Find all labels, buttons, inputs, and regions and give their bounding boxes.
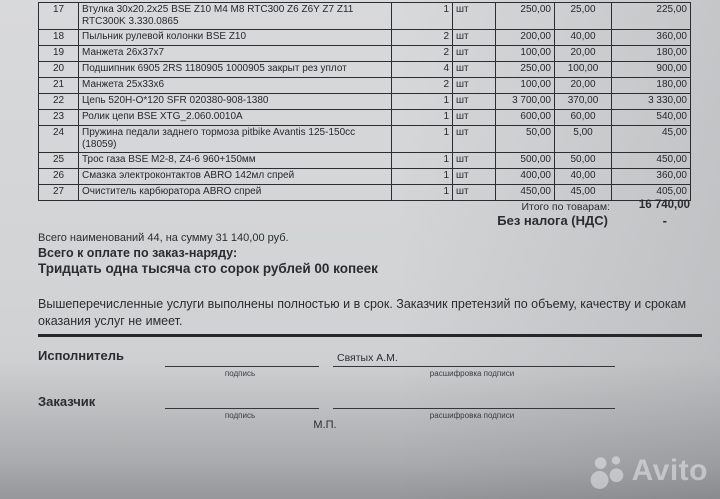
transcript-caption: расшифровка подписи <box>429 369 515 378</box>
cell-qty: 1 <box>392 169 453 185</box>
cell-sum: 540,00 <box>612 110 691 126</box>
cell-name: Пружина педали заднего тормоза pitbike Avantis 125-150cc (18059) <box>79 126 392 153</box>
cell-sum: 360,00 <box>612 169 691 185</box>
cell-discount: 20,00 <box>555 78 612 94</box>
cell-name: Манжета 26х37х7 <box>79 46 392 62</box>
cell-num: 22 <box>39 94 79 110</box>
cell-sum: 900,00 <box>612 62 691 78</box>
separator-line <box>38 334 702 337</box>
executor-signature-line <box>165 351 319 367</box>
cell-sum: 3 330,00 <box>612 94 691 110</box>
cell-discount: 5,00 <box>555 126 612 153</box>
cell-qty: 1 <box>392 110 453 126</box>
cell-qty: 1 <box>392 126 453 153</box>
executor-label: Исполнитель <box>38 348 124 363</box>
cell-name: Смазка электроконтактов ABRO 142мл спрей <box>79 169 392 185</box>
table-row <box>39 153 691 169</box>
items-count-line: Всего наименований 44, на сумму 31 140,00 руб. <box>38 232 289 244</box>
cell-discount: 370,00 <box>555 94 612 110</box>
cell-num: 18 <box>39 30 79 46</box>
table-row <box>39 3 691 30</box>
cell-price: 250,00 <box>496 3 555 30</box>
cell-name: Манжета 25х33х6 <box>79 78 392 94</box>
cell-unit: шт <box>453 62 496 78</box>
transcript-caption: расшифровка подписи <box>429 411 515 420</box>
table-row <box>39 185 691 201</box>
avito-watermark <box>589 452 708 490</box>
cell-qty: 2 <box>392 30 453 46</box>
cell-qty: 1 <box>392 94 453 110</box>
cell-sum: 360,00 <box>612 30 691 46</box>
cell-price: 200,00 <box>496 30 555 46</box>
table-row <box>39 126 691 153</box>
cell-num: 20 <box>39 62 79 78</box>
cell-discount: 100,00 <box>555 62 612 78</box>
cell-num: 24 <box>39 126 79 153</box>
cell-price: 100,00 <box>496 78 555 94</box>
cell-price: 500,00 <box>496 153 555 169</box>
cell-qty: 1 <box>392 3 453 30</box>
cell-price: 600,00 <box>496 110 555 126</box>
avito-logo-icon <box>589 452 627 490</box>
cell-discount: 60,00 <box>555 110 612 126</box>
cell-price: 450,00 <box>496 185 555 201</box>
acceptance-statement: Вышеперечисленные услуги выполнены полностью и в срок. Заказчик претензий по объему, качеству и срокам оказания услуг не имеет. <box>38 297 687 328</box>
cell-price: 400,00 <box>496 169 555 185</box>
totals-value: 16 740,00 <box>638 199 690 211</box>
cell-num: 17 <box>39 3 79 30</box>
cell-name: Цепь 520H-O*120 SFR 020380-908-1380 <box>79 94 392 110</box>
cell-price: 3 700,00 <box>496 94 555 110</box>
table-row <box>39 110 691 126</box>
table-row <box>39 30 691 46</box>
cell-num: 26 <box>39 169 79 185</box>
cell-name: Пыльник рулевой колонки BSE Z10 <box>79 30 392 46</box>
cell-sum: 180,00 <box>612 78 691 94</box>
executor-name-line: Святых А.М. <box>333 351 615 367</box>
cell-unit: шт <box>453 169 496 185</box>
cell-qty: 2 <box>392 78 453 94</box>
cell-sum: 225,00 <box>612 3 691 30</box>
totals-label: Итого по товарам: <box>521 201 610 213</box>
cell-unit: шт <box>453 3 496 30</box>
cell-name: Трос газа BSE М2-8, Z4-6 960+150мм <box>79 153 392 169</box>
items-table <box>38 2 691 201</box>
cell-discount: 50,00 <box>555 153 612 169</box>
signature-caption: подпись <box>224 411 256 420</box>
cell-qty: 4 <box>392 62 453 78</box>
cell-num: 27 <box>39 185 79 201</box>
cell-price: 100,00 <box>496 46 555 62</box>
cell-name: Очиститель карбюратора ABRO спрей <box>79 185 392 201</box>
cell-unit: шт <box>453 110 496 126</box>
items-table-body <box>39 3 691 201</box>
cell-name: Втулка 30х20.2х25 BSE Z10 M4 M8 RTC300 Z6 Z6Y Z7 Z11 RTC300K 3.330.0865 <box>79 3 392 30</box>
cell-price: 250,00 <box>496 62 555 78</box>
total-due-heading: Всего к оплате по заказ-наряду: <box>38 246 238 260</box>
customer-name-line <box>333 393 615 409</box>
cell-discount: 45,00 <box>555 185 612 201</box>
customer-label: Заказчик <box>38 394 96 409</box>
cell-num: 23 <box>39 110 79 126</box>
table-row <box>39 78 691 94</box>
cell-discount: 40,00 <box>555 30 612 46</box>
cell-unit: шт <box>453 78 496 94</box>
cell-sum: 180,00 <box>612 46 691 62</box>
tax-label: Без налога (НДС) <box>497 213 608 228</box>
table-row <box>39 169 691 185</box>
cell-qty: 1 <box>392 153 453 169</box>
cell-discount: 20,00 <box>555 46 612 62</box>
customer-signature-line <box>165 393 319 409</box>
cell-num: 19 <box>39 46 79 62</box>
cell-price: 50,00 <box>496 126 555 153</box>
tax-value: - <box>662 213 667 228</box>
cell-unit: шт <box>453 46 496 62</box>
cell-discount: 25,00 <box>555 3 612 30</box>
cell-sum: 45,00 <box>612 126 691 153</box>
cell-unit: шт <box>453 185 496 201</box>
cell-num: 21 <box>39 78 79 94</box>
cell-discount: 40,00 <box>555 169 612 185</box>
stamp-label: М.П. <box>313 419 337 431</box>
cell-qty: 2 <box>392 46 453 62</box>
cell-sum: 405,00 <box>612 185 691 201</box>
cell-num: 25 <box>39 153 79 169</box>
signature-caption: подпись <box>224 369 256 378</box>
cell-qty: 1 <box>392 185 453 201</box>
cell-unit: шт <box>453 94 496 110</box>
table-row <box>39 62 691 78</box>
avito-logo-text: Avito <box>631 454 708 487</box>
table-row <box>39 94 691 110</box>
cell-name: Подшипник 6905 2RS 1180905 1000905 закрыт рез уплот <box>79 62 392 78</box>
cell-unit: шт <box>453 126 496 153</box>
cell-name: Ролик цепи BSE XTG_2.060.0010A <box>79 110 392 126</box>
cell-unit: шт <box>453 153 496 169</box>
table-row <box>39 46 691 62</box>
amount-in-words: Тридцать одна тысяча сто сорок рублей 00 копеек <box>38 261 378 276</box>
cell-sum: 450,00 <box>612 153 691 169</box>
cell-unit: шт <box>453 30 496 46</box>
